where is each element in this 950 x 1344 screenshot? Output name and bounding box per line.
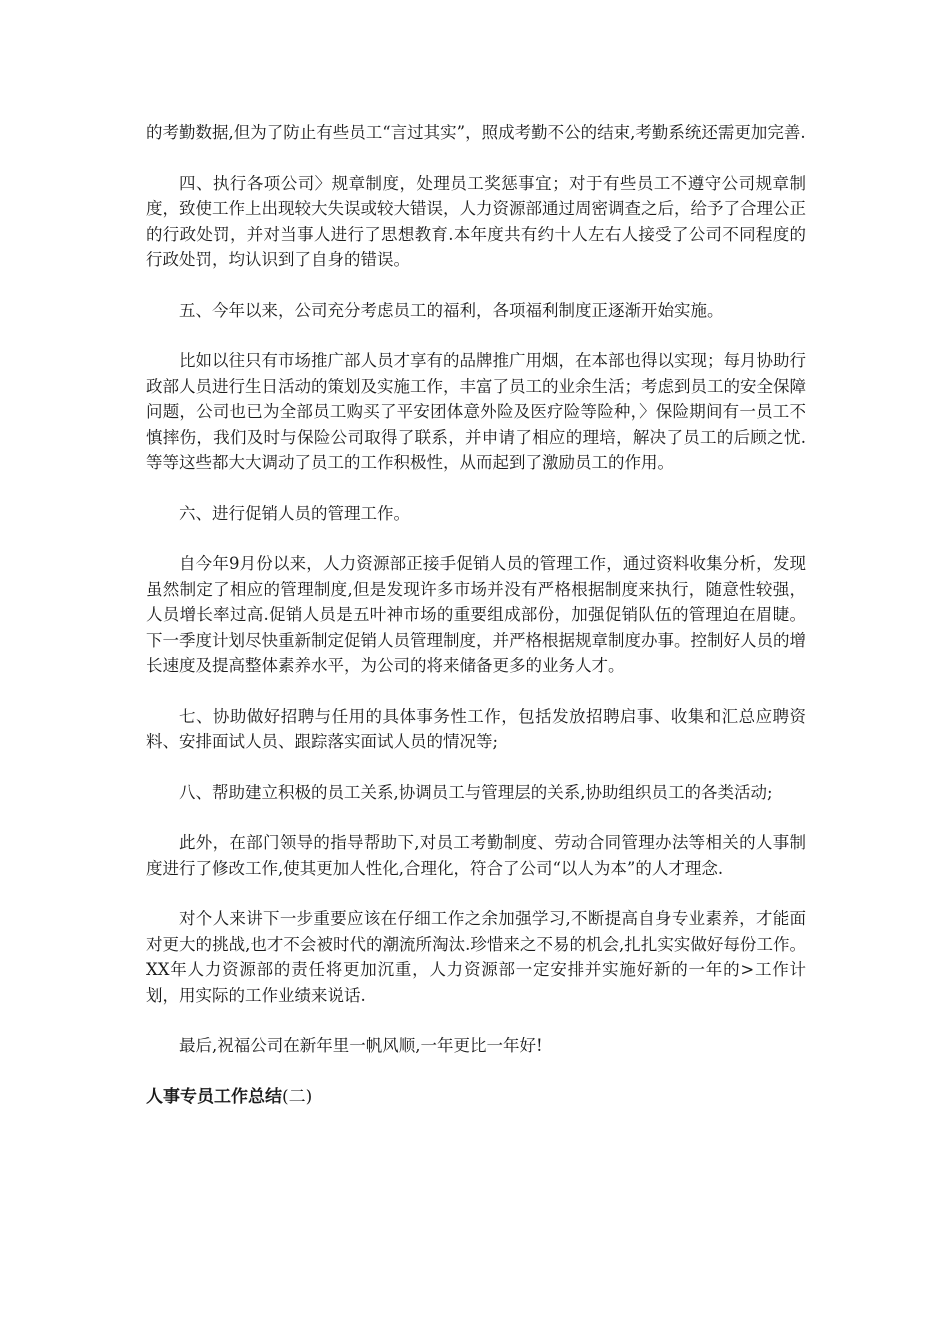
paragraph-welfare-details: 比如以往只有市场推广部人员才享有的品牌推广用烟，在本部也得以实现；每月协助行政部人员进行生日活动的策划及实施工作，丰富了员工的业余生活；考虑到员工的安全保障问题，公司也已为全部员工购买了平安团体意外险及医疗险等险种，〉保险期间有一员工不慎摔伤，我们及时与保险公司取得了联系，并申请了相应的理培，解决了员工的后顾之忧.等等这些都大大调动了员工的工作积极性，从而起到了激励员工的作用。 bbox=[146, 351, 806, 472]
paragraph-continuation: 的考勤数据,但为了防止有些员工“言过其实”，照成考勤不公的结束,考勤系统还需更加完善. bbox=[146, 123, 806, 142]
paragraph-item-6: 六、进行促销人员的管理工作。 bbox=[179, 503, 410, 523]
section-heading bbox=[146, 1084, 806, 1110]
paragraph-closing-wish: 最后,祝福公司在新年里一帆风顺,一年更比一年好! bbox=[179, 1036, 543, 1055]
section-heading-title: 人事专员工作总结 bbox=[146, 1086, 282, 1107]
section-heading-suffix: (二) bbox=[282, 1086, 313, 1107]
paragraph-item-8: 八、帮助建立积极的员工关系,协调员工与管理层的关系,协助组织员工的各类活动; bbox=[179, 782, 773, 802]
paragraph-item-4: 四、执行各项公司〉规章制度，处理员工奖惩事宜；对于有些员工不遵守公司规章制度，致使工作上出现较大失误或较大错误，人力资源部通过周密调查之后，给予了合理公正的行政处罚，并对当事人进行了思想教育.本年度共有约十人左右人接受了公司不同程度的行政处罚，均认识到了自身的错误。 bbox=[146, 173, 806, 269]
paragraph-item-5: 五、今年以来，公司充分考虑员工的福利，各项福利制度正逐渐开始实施。 bbox=[179, 300, 724, 320]
paragraph-additionally: 此外，在部门领导的指导帮助下,对员工考勤制度、劳动合同管理办法等相关的人事制度进行了修改工作,使其更加人性化,合理化，符合了公司“以人为本”的人才理念. bbox=[146, 833, 806, 878]
paragraph-personal-outlook: 对个人来讲下一步重要应该在仔细工作之余加强学习,不断提高自身专业素养，才能面对更大的挑战,也才不会被时代的潮流所淘汰.珍惜来之不易的机会,扎扎实实做好每份工作。XX年人力资源部的责任将更加沉重，人力资源部一定安排并实施好新的一年的>工作计划，用实际的工作业绩来说话. bbox=[146, 909, 806, 1005]
paragraph-promotion-staff: 自今年9月份以来，人力资源部正接手促销人员的管理工作，通过资料收集分析，发现虽然制定了相应的管理制度,但是发现许多市场并没有严格根据制度来执行，随意性较强，人员增长率过高.促销人员是五叶神市场的重要组成部份，加强促销队伍的管理迫在眉睫。下一季度计划尽快重新制定促销人员管理制度，并严格根据规章制度办事。控制好人员的增长速度及提高整体素养水平，为公司的将来储备更多的业务人才。 bbox=[146, 554, 806, 675]
paragraph-item-7: 七、协助做好招聘与任用的具体事务性工作，包括发放招聘启事、收集和汇总应聘资料、安排面试人员、跟踪落实面试人员的情况等; bbox=[146, 706, 806, 751]
document-body bbox=[146, 120, 806, 1110]
